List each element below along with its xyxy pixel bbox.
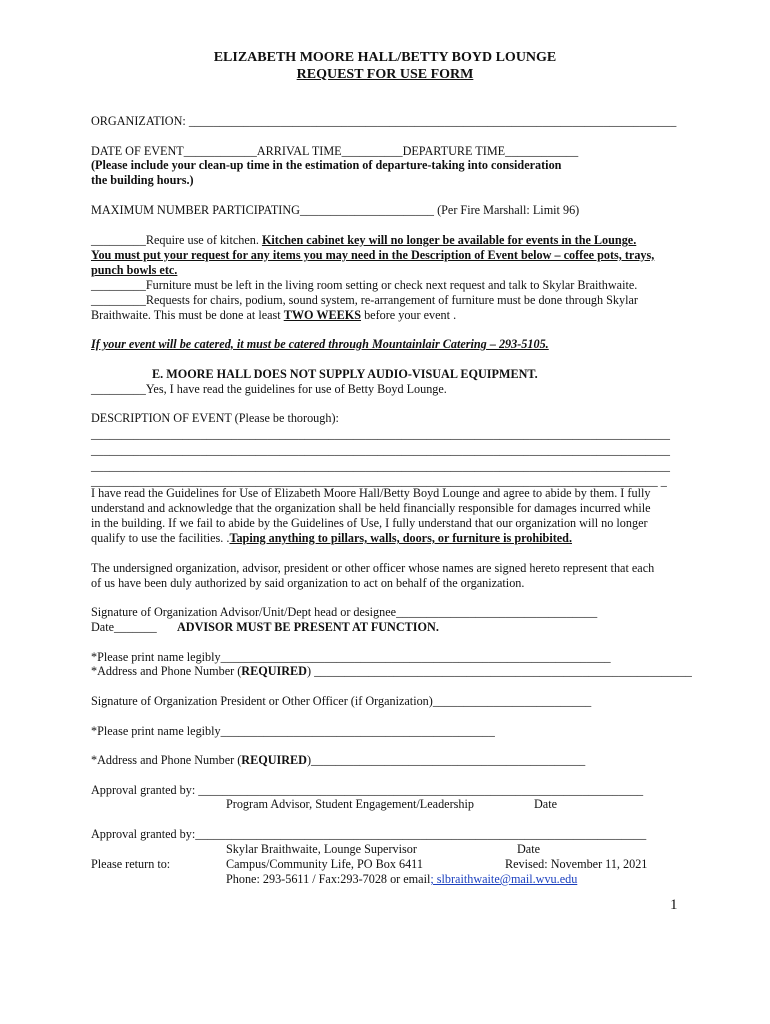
kitchen-items-notice: You must put your request for any items you may need in the Description of Event below – coffee pots, trays, [91, 248, 655, 262]
kitchen-items-notice-2: punch bowls etc. [91, 263, 178, 277]
approval-field-2[interactable]: Approval granted by:__________________________________________________________________________ [91, 827, 647, 841]
description-line[interactable]: _____________________________________________________________________________________________ _ [91, 474, 667, 488]
cleanup-note: (Please include your clean-up time in the estimation of departure-taking into consideration [91, 158, 562, 172]
revised-date: Revised: November 11, 2021 [505, 857, 648, 871]
description-line[interactable]: _______________________________________________________________________________________________ [91, 443, 670, 457]
agreement-text: I have read the Guidelines for Use of Elizabeth Moore Hall/Betty Boyd Lounge and agree to abide by them. I fully [91, 486, 651, 500]
date-field[interactable]: Date_______ [91, 620, 157, 634]
return-address: Campus/Community Life, PO Box 6411 [226, 857, 423, 871]
address-phone-blank: )_____________________________________________ [306, 753, 586, 767]
agreement-text: in the building. If we fail to abide by the Guidelines of Use, I fully understand that our organization will no longer [91, 516, 648, 530]
print-name-field[interactable]: *Please print name legibly________________________________________________________________ [91, 650, 611, 664]
approval-date-label: Date [534, 797, 558, 811]
av-equipment-notice: E. MOORE HALL DOES NOT SUPPLY AUDIO-VISUAL EQUIPMENT. [152, 367, 538, 381]
kitchen-request-text: _________Require use of kitchen. [91, 233, 262, 247]
president-signature-field[interactable]: Signature of Organization President or Other Officer (if Organization)__________________________ [91, 694, 592, 708]
description-label: DESCRIPTION OF EVENT (Please be thorough): [91, 411, 339, 425]
agreement-text-last [91, 531, 572, 546]
requests-line-2 [91, 308, 456, 323]
page-number: 1 [670, 897, 678, 913]
address-phone-label: *Address and Phone Number ( [91, 664, 242, 678]
agreement-text-pre: qualify to use the facilities. . [91, 531, 230, 545]
kitchen-request-line[interactable] [91, 233, 636, 248]
description-line[interactable]: _______________________________________________________________________________________________ [91, 459, 670, 473]
organization-field[interactable]: ORGANIZATION: ________________________________________________________________________________ [91, 114, 677, 128]
address-phone-label: *Address and Phone Number ( [91, 753, 242, 767]
phone-fax: Phone: 293-5611 / Fax:293-7028 or email [226, 872, 431, 886]
contact-line [226, 872, 577, 887]
guidelines-read-line[interactable]: _________Yes, I have read the guidelines for use of Betty Boyd Lounge. [91, 382, 447, 396]
catering-notice: If your event will be catered, it must be catered through Mountainlair Catering – 293-5105. [91, 337, 549, 351]
print-name-field-2[interactable]: *Please print name legibly_____________________________________________ [91, 724, 495, 738]
advisor-signature-field[interactable]: Signature of Organization Advisor/Unit/Dept head or designee_________________________________ [91, 605, 598, 619]
max-participating-field[interactable]: MAXIMUM NUMBER PARTICIPATING______________________ (Per Fire Marshall: Limit 96) [91, 203, 580, 217]
furniture-line[interactable]: _________Furniture must be left in the living room setting or check next request and talk to Skylar Braithwaite. [91, 278, 638, 292]
description-line[interactable]: _______________________________________________________________________________________________ [91, 427, 670, 441]
undersigned-text-2: of us have been duly authorized by said organization to act on behalf of the organization. [91, 576, 525, 590]
return-label: Please return to: [91, 857, 171, 871]
event-date-times-field[interactable]: DATE OF EVENT____________ARRIVAL TIME__________DEPARTURE TIME____________ [91, 144, 579, 158]
kitchen-key-notice: Kitchen cabinet key will no longer be available for events in the Lounge. [261, 233, 637, 247]
requests-text-end: before your event . [361, 308, 457, 322]
advisor-present-notice: ADVISOR MUST BE PRESENT AT FUNCTION. [177, 620, 439, 634]
requests-text: Braithwaite. This must be done at least [91, 308, 284, 322]
taping-prohibited-notice: Taping anything to pillars, walls, doors, or furniture is prohibited. [229, 531, 573, 545]
supervisor-name: Skylar Braithwaite, Lounge Supervisor [226, 842, 417, 856]
address-phone-field-2[interactable] [91, 753, 585, 768]
required-label: REQUIRED [241, 753, 307, 767]
required-label: REQUIRED [241, 664, 307, 678]
undersigned-text: The undersigned organization, advisor, president or other officer whose names are signed hereto represent that each [91, 561, 655, 575]
approval-date-label-2: Date [517, 842, 541, 856]
cleanup-note-2: the building hours.) [91, 173, 194, 187]
approval-field[interactable]: Approval granted by: _________________________________________________________________________ [91, 783, 644, 797]
address-phone-field[interactable] [91, 664, 692, 679]
address-phone-blank: ) ______________________________________________________________ [306, 664, 692, 678]
approval-role: Program Advisor, Student Engagement/Leadership [226, 797, 474, 811]
email-link[interactable]: ; slbraithwaite@mail.wvu.edu [430, 872, 578, 886]
requests-line[interactable]: _________Requests for chairs, podium, sound system, re-arrangement of furniture must be done through Skylar [91, 293, 638, 307]
agreement-text: understand and acknowledge that the organization shall be held financially responsible for damages incurred while [91, 501, 651, 515]
two-weeks-notice: TWO WEEKS [283, 308, 362, 322]
form-subtitle: REQUEST FOR USE FORM [296, 67, 474, 82]
form-title: ELIZABETH MOORE HALL/BETTY BOYD LOUNGE [213, 50, 557, 65]
